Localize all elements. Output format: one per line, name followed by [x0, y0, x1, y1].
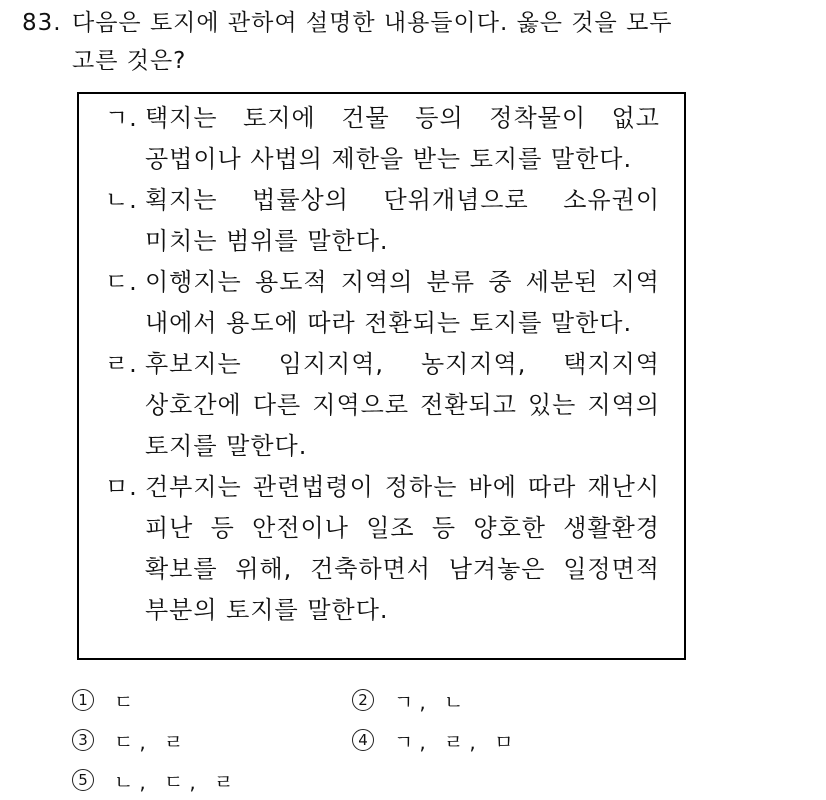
statement-item	[105, 262, 660, 344]
statement-text: 획지는 법률상의 단위개념으로 소유권이 미치는 범위를 말한다.	[145, 186, 660, 255]
statement-marker: ㄴ.	[105, 186, 138, 214]
choice-4[interactable]	[352, 726, 632, 755]
statement-item	[105, 180, 660, 262]
choice-value: ㄷ, ㄹ	[114, 729, 190, 754]
statement-text: 건부지는 관련법령이 정하는 바에 따라 재난시 피난 등 안전이나 일조 등 양호한 생활환경 확보를 위해, 건축하면서 남겨놓은 일정면적 부분의 토지를 말한다.	[145, 473, 660, 624]
question-text-line2: 고른 것은?	[72, 48, 187, 74]
question-text-line1: 다음은 토지에 관하여 설명한 내용들이다. 옳은 것을 모두	[72, 10, 673, 36]
statement-item	[105, 467, 660, 631]
choice-row	[72, 760, 632, 800]
statement-marker: ㄱ.	[105, 104, 138, 132]
choice-row	[72, 680, 632, 720]
question-line-1	[22, 4, 802, 42]
question-number: 83.	[22, 10, 62, 36]
choice-1[interactable]	[72, 686, 352, 715]
statement-item	[105, 344, 660, 467]
statement-text: 후보지는 임지지역, 농지지역, 택지지역 상호간에 다른 지역으로 전환되고 있는 지역의 토지를 말한다.	[145, 350, 660, 460]
statement-item	[105, 98, 660, 180]
circled-number-icon: 5	[72, 769, 94, 791]
statement-text: 택지는 토지에 건물 등의 정착물이 없고 공법이나 사법의 제한을 받는 토지를 말한다.	[145, 104, 660, 173]
answer-choices	[72, 680, 632, 800]
circled-number-icon: 1	[72, 689, 94, 711]
circled-number-icon: 4	[352, 729, 374, 751]
choice-5[interactable]	[72, 766, 355, 795]
choice-value: ㄱ, ㄹ, ㅁ	[394, 729, 520, 754]
statement-text: 이행지는 용도적 지역의 분류 중 세분된 지역 내에서 용도에 따라 전환되는 토지를 말한다.	[145, 268, 660, 337]
statement-marker: ㄷ.	[105, 268, 138, 296]
choice-value: ㄴ, ㄷ, ㄹ	[114, 769, 240, 794]
choice-value: ㄷ	[114, 689, 140, 714]
circled-number-icon: 3	[72, 729, 94, 751]
choice-2[interactable]	[352, 686, 632, 715]
choice-row	[72, 720, 632, 760]
choice-3[interactable]	[72, 726, 352, 755]
statements-box	[77, 92, 686, 660]
choice-value: ㄱ, ㄴ	[394, 689, 470, 714]
circled-number-icon: 2	[352, 689, 374, 711]
statement-marker: ㅁ.	[105, 473, 138, 501]
question-stem	[22, 4, 802, 80]
statement-marker: ㄹ.	[105, 350, 138, 378]
